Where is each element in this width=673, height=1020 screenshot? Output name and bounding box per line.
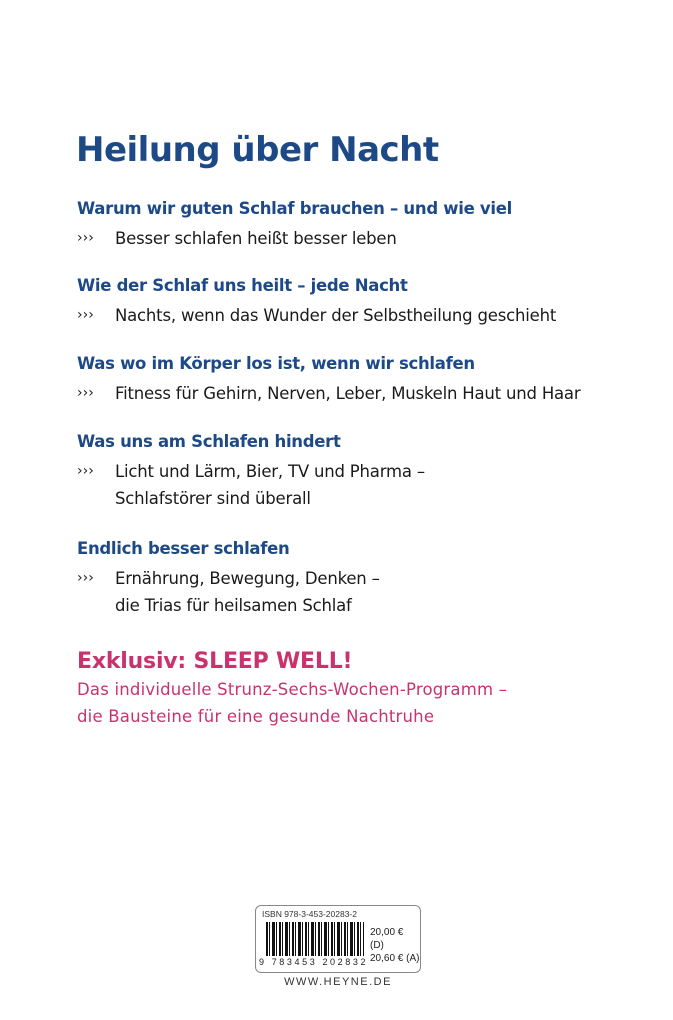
book-title: Heilung über Nacht	[76, 130, 439, 170]
promo-text: die Bausteine für eine gesunde Nachtruhe	[77, 707, 435, 726]
section-text: Ernährung, Bewegung, Denken –	[115, 569, 380, 588]
section-3	[77, 353, 580, 407]
bullet-icon: ›››	[77, 307, 94, 323]
section-1	[77, 198, 512, 252]
publisher-website: WWW.HEYNE.DE	[284, 976, 392, 988]
section-text: Schlafstörer sind überall	[115, 489, 311, 508]
bullet-icon: ›››	[77, 463, 94, 479]
section-text: Besser schlafen heißt besser leben	[115, 229, 397, 248]
section-text: Nachts, wenn das Wunder der Selbstheilung geschieht	[115, 306, 557, 325]
bullet-icon: ›››	[77, 230, 94, 246]
section-4	[77, 431, 425, 512]
promo-heading: Exklusiv: SLEEP WELL!	[77, 649, 353, 674]
barcode-digits: 9 783453 202832	[259, 957, 369, 967]
section-text: Fitness für Gehirn, Nerven, Leber, Muskeln Haut und Haar	[115, 384, 581, 403]
promo-block	[77, 648, 507, 730]
price-block	[370, 926, 420, 965]
section-heading: Was wo im Körper los ist, wenn wir schlafen	[77, 354, 475, 373]
section-2	[77, 275, 556, 329]
price-de: 20,00 € (D)	[370, 927, 404, 951]
isbn-barcode-box	[255, 905, 421, 973]
bullet-icon: ›››	[77, 385, 94, 401]
promo-text: Das individuelle Strunz-Sechs-Wochen-Programm –	[77, 680, 508, 699]
barcode-icon	[266, 922, 364, 956]
section-heading: Warum wir guten Schlaf brauchen – und wie viel	[77, 199, 512, 218]
section-text: die Trias für heilsamen Schlaf	[115, 596, 352, 615]
bullet-icon: ›››	[77, 570, 94, 586]
price-at: 20,60 € (A)	[370, 953, 420, 964]
isbn-label: ISBN 978-3-453-20283-2	[262, 909, 357, 919]
section-5	[77, 538, 380, 619]
section-heading: Was uns am Schlafen hindert	[77, 432, 341, 451]
section-text: Licht und Lärm, Bier, TV und Pharma –	[115, 462, 425, 481]
section-heading: Wie der Schlaf uns heilt – jede Nacht	[77, 276, 408, 295]
section-heading: Endlich besser schlafen	[77, 539, 290, 558]
